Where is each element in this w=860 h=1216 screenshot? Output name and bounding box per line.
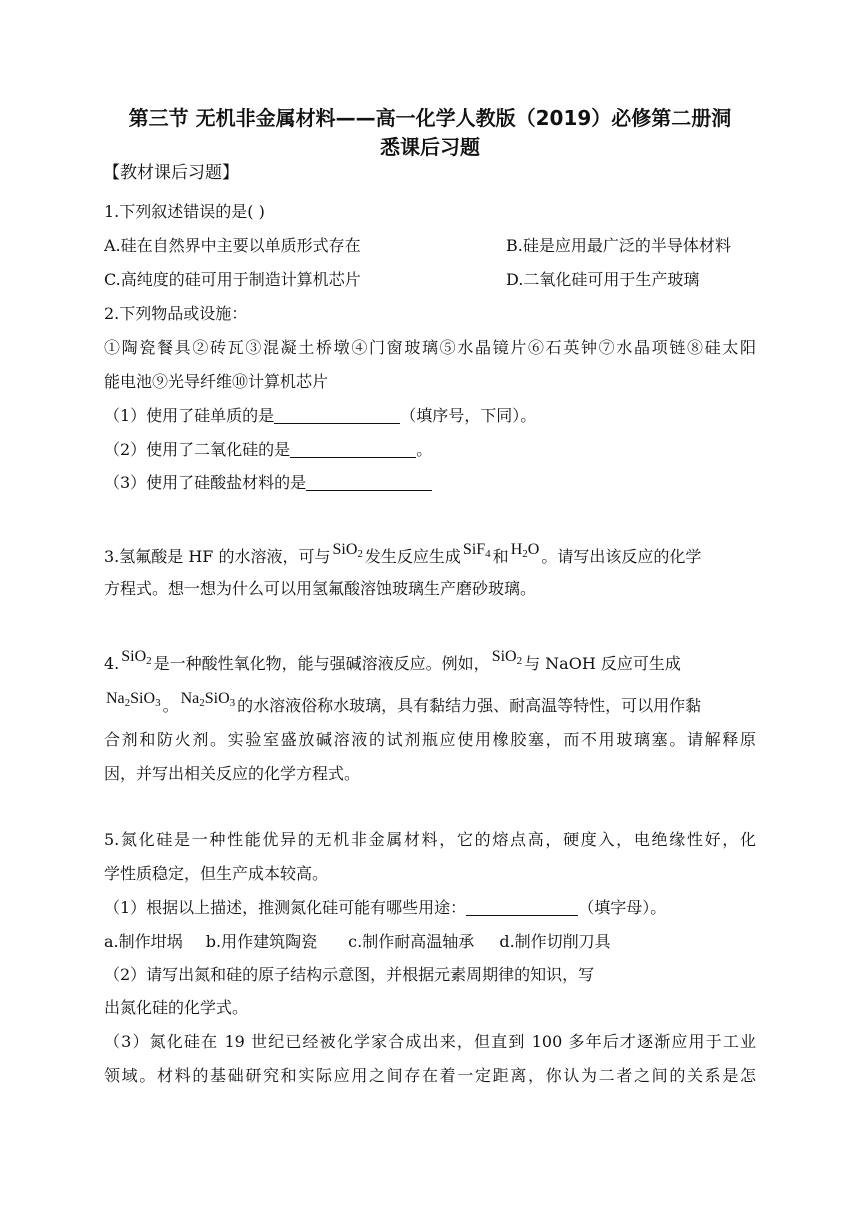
title-line-1: 第三节 无机非金属材料——高一化学人教版（2019）必修第二册洞 <box>128 106 732 130</box>
formula-sio2: SiO$_2$ <box>491 648 523 667</box>
q5-option-c: c.制作耐高温轴承 <box>348 932 475 951</box>
q4-line-1: 4. SiO$_2$ 是一种酸性氧化物，能与强碱溶液反应。例如， SiO$_2$ 与 NaOH 反应可生成 <box>104 648 681 673</box>
answer-blank[interactable] <box>274 407 400 424</box>
q5-part-3-line-1: （3）氮化硅在 19 世纪已经被化学家合成出来，但直到 100 多年后才逐渐应用于工业 <box>104 1032 756 1051</box>
formula-na2sio3: $Na_2SiO_3$ <box>106 690 161 709</box>
answer-blank[interactable] <box>290 441 416 458</box>
q5-part-2-line-1: （2）请写出氮和硅的原子结构示意图，并根据元素周期律的知识，写 <box>104 965 595 984</box>
q5-part-3-line-2: 领域。材料的基础研究和实际应用之间存在着一定距离，你认为二者之间的关系是怎 <box>104 1066 756 1085</box>
formula-na2sio3: $Na_2SiO_3$ <box>180 690 236 709</box>
q1-stem: 1.下列叙述错误的是( ) <box>104 202 265 221</box>
title-line-2: 悉课后习题 <box>380 135 480 159</box>
q4-line-3: 合剂和防火剂。实验室盛放碱溶液的试剂瓶应使用橡胶塞，而不用玻璃塞。请解释原 <box>104 730 756 749</box>
q1-option-b: B.硅是应用最广泛的半导体材料 <box>506 236 731 255</box>
q5-option-b: b.用作建筑陶瓷 <box>205 932 318 951</box>
q2-items-line-1: ①陶瓷餐具②砖瓦③混凝土桥墩④门窗玻璃⑤水晶镜片⑥石英钟⑦水晶项链⑧硅太阳 <box>104 338 756 357</box>
q1-option-c: C.高纯度的硅可用于制造计算机芯片 <box>104 270 361 289</box>
q2-items-line-2: 能电池⑨光导纤维⑩计算机芯片 <box>104 372 329 391</box>
q1-options-row-1 <box>104 235 731 257</box>
q3-line-2: 方程式。想一想为什么可以用氢氟酸溶蚀玻璃生产磨砂玻璃。 <box>104 579 537 598</box>
q5-part-1: （1）根据以上描述，推测氮化硅可能有哪些用途： （填字母）。 <box>104 898 667 917</box>
formula-sif4: SiF$_4$ <box>462 541 491 560</box>
q5-options-row <box>104 931 611 953</box>
q1-option-a: A.硅在自然界中主要以单质形式存在 <box>104 236 361 255</box>
q1-option-d: D.二氧化硅可用于生产玻璃 <box>506 270 700 289</box>
formula-sio2: SiO$_2$ <box>121 648 152 667</box>
page-title <box>100 104 760 162</box>
q4-line-4: 因，并写出相关反应的化学方程式。 <box>104 764 361 783</box>
q5-line-2: 学性质稳定，但生产成本较高。 <box>104 864 329 883</box>
q2-part-2: （2）使用了二氧化硅的是 。 <box>104 440 433 459</box>
q5-option-a: a.制作坩埚 <box>104 932 183 951</box>
q1-options-row-2 <box>104 269 700 291</box>
q5-option-d: d.制作切削刀具 <box>499 932 611 951</box>
q5-part-2-line-2: 出氮化硅的化学式。 <box>104 998 249 1017</box>
section-heading: 【教材课后习题】 <box>103 163 239 183</box>
q4-line-2: $Na_2SiO_3$ 。 $Na_2SiO_3$ 的水溶液俗称水玻璃，具有黏结力强、耐高温等特性，可以用作黏 <box>106 690 702 715</box>
answer-blank[interactable] <box>466 899 578 916</box>
q5-line-1: 5.氮化硅是一种性能优异的无机非金属材料，它的熔点高，硬度入，电绝缘性好，化 <box>104 830 756 849</box>
formula-h2o: $H_2O$ <box>510 541 540 560</box>
q3-line-1: 3.氢氟酸是 HF 的水溶液，可与 SiO$_2$ 发生反应生成 SiF$_4$ 和 $H_2O$ 。请写出该反应的化学 <box>104 541 702 566</box>
answer-blank[interactable] <box>306 474 432 491</box>
q2-part-1: （1）使用了硅单质的是 （填序号，下同）。 <box>104 406 537 425</box>
q2-part-3: （3）使用了硅酸盐材料的是 <box>104 472 432 494</box>
formula-sio2: SiO$_2$ <box>332 541 363 560</box>
q2-stem: 2.下列物品或设施： <box>104 304 248 323</box>
